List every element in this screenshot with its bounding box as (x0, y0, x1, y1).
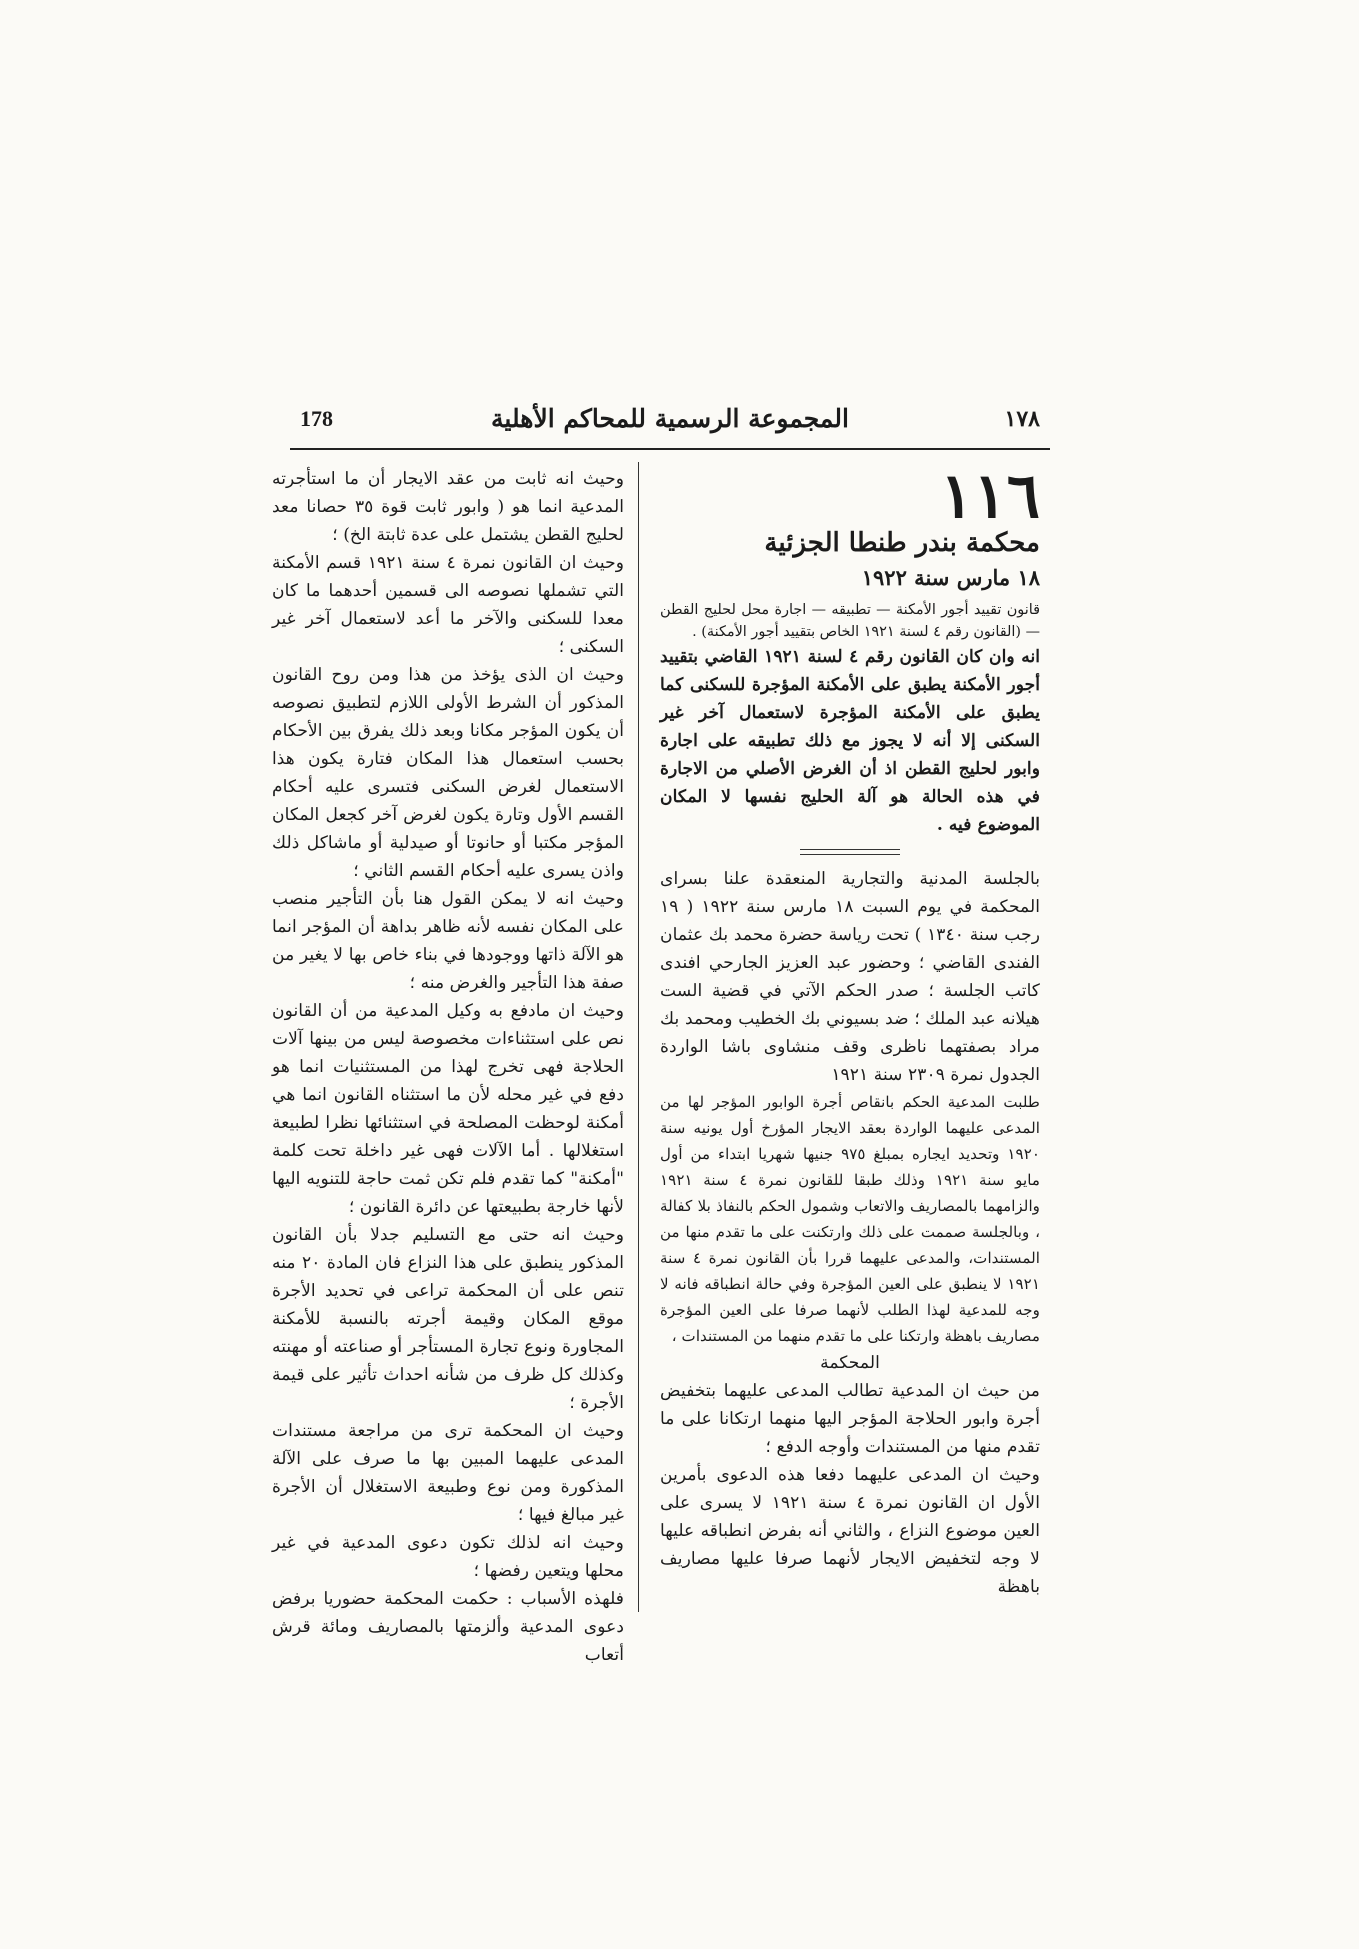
paragraph: من حيث ان المدعية تطالب المدعى عليهما بتخفيض أجرة وابور الحلاجة المؤجر اليها منهما ارتكانا على ما تقدم منها من المستندات وأوجه الدفع ؛ (660, 1381, 1040, 1457)
page-number-arabic: ١٧٨ (1004, 406, 1040, 432)
case-keywords: قانون تقييد أجور الأمكنة — تطبيقه — اجارة محل لحليج القطن — (القانون رقم ٤ لسنة ١٩٢١ الخاص بتقييد أجور الأمكنة) . (660, 602, 1040, 640)
paragraph: فلهذه الأسباب : حكمت المحكمة حضوريا برفض دعوى المدعية وألزمتها بالمصاريف ومائة قرش أتعاب (272, 1589, 624, 1665)
case-headnote: انه وان كان القانون رقم ٤ لسنة ١٩٢١ القاضي بتقييد أجور الأمكنة يطبق على الأمكنة المؤجرة للسكنى كما يطبق على الأمكنة المؤجرة لاستعمال آخر غير السكنى إلا أنه لا يجوز مع ذلك تطبيقه على اجارة وابور لحليج القطن اذ أن الغرض الأصلي من الاجارة في هذه الحالة هو آلة الحليج نفسها لا المكان الموضوع فيه . (660, 647, 1040, 835)
case-date: ١٨ مارس سنة ١٩٢٢ (861, 565, 1040, 590)
case-number: ١١٦ (940, 459, 1040, 532)
journal-title: المجموعة الرسمية للمحاكم الأهلية (491, 404, 849, 433)
paragraph: وحيث ان القانون نمرة ٤ سنة ١٩٢١ قسم الأمكنة التي تشملها نصوصه الى قسمين أحدهما ما كان معدا للسكنى والآخر ما أعد لاستعمال آخر غير السكنى ؛ (272, 553, 624, 657)
paragraph: وحيث ان المدعى عليهما دفعا هذه الدعوى بأمرين الأول ان القانون نمرة ٤ سنة ١٩٢١ لا يسرى على العين موضوع النزاع ، والثاني أنه بفرض انطباقه عليها لا وجه لتخفيض الايجار لأنهما صرفا عليها مصاريف باهظة (660, 1465, 1040, 1597)
paragraph: وحيث انه حتى مع التسليم جدلا بأن القانون المذكور ينطبق على هذا النزاع فان المادة ٢٠ منه تنص على أن المحكمة تراعى في تحديد الأجرة موقع المكان وقيمة أجرته بالنسبة للأمكنة المجاورة ونوع تجارة المستأجر أو صناعته أو مهنته وكذلك كل ظرف من شأنه احداث تأثير على قيمة الأجرة ؛ (272, 1225, 624, 1413)
page-header (290, 402, 1050, 442)
column-divider (638, 462, 639, 1612)
paragraph: وحيث انه لذلك تكون دعوى المدعية في غير محلها ويتعين رفضها ؛ (272, 1533, 624, 1581)
paragraph: بالجلسة المدنية والتجارية المنعقدة علنا بسراى المحكمة في يوم السبت ١٨ مارس سنة ١٩٢٢ ( ١٩ رجب سنة ١٣٤٠ ) تحت رياسة حضرة محمد بك عثمان الفندى القاضي ؛ وحضور عبد العزيز الجارحي افندى كاتب الجلسة ؛ صدر الحكم الآتي في قضية الست هيلانه عبد الملك ؛ ضد بسيوني بك الخطيب ومحمد بك مراد بصفتهما ناظرى وقف منشاوى باشا الواردة الجدول نمرة ٢٣٠٩ سنة ١٩٢١ (660, 869, 1040, 1085)
header-rule (290, 448, 1050, 450)
paragraph: وحيث ان المحكمة ترى من مراجعة مستندات المدعى عليهما المبين بها ما صرف على الآلة المذكورة ومن نوع وطبيعة الاستغلال أن الأجرة غير مبالغ فيها ؛ (272, 1421, 624, 1525)
paragraph: وحيث انه لا يمكن القول هنا بأن التأجير منصب على المكان نفسه لأنه ظاهر بداهة أن المؤجر انما هو الآلة ذاتها ووجودها في بناء خاص بها لا يغير من صفة هذا التأجير والغرض منه ؛ (272, 889, 624, 993)
page-number-latin: 178 (300, 406, 333, 431)
paragraph: وحيث ان الذى يؤخذ من هذا ومن روح القانون المذكور أن الشرط الأولى اللازم لتطبيق نصوصه أن يكون المؤجر مكانا وبعد ذلك يفرق بين الأحكام بحسب استعمال هذا المكان فتارة يكون هذا الاستعمال لغرض السكنى فتسرى عليه أحكام القسم الأول وتارة يكون لغرض آخر كجعل المكان المؤجر مكتبا أو حانوتا أو صيدلية أو ماشاكل ذلك واذن يسرى عليه أحكام القسم الثاني ؛ (272, 665, 624, 881)
paragraph: وحيث ان مادفع به وكيل المدعية من أن القانون نص على استثناءات مخصوصة ليس من بينها آلات الحلاجة فهى تخرج لهذا من المستثنيات انما هو دفع في غير محله لأن ما استثناه القانون انما هي أمكنة لوحظت المصلحة في استثنائها نظرا لطبيعة استغلالها . أما الآلات فهى غير داخلة تحت كلمة "أمكنة" كما تقدم فلم تكن ثمت حاجة للتنويه اليها لأنها خارجة بطبيعتها عن دائرة القانون ؛ (272, 1001, 624, 1217)
paragraph: وحيث انه ثابت من عقد الايجار أن ما استأجرته المدعية انما هو ( وابور ثابت قوة ٣٥ حصانا معد لحليج القطن يشتمل على عدة ثابتة الخ) ؛ (272, 469, 624, 545)
separator-rule (800, 849, 900, 855)
left-column (272, 465, 624, 1669)
paragraph: طلبت المدعية الحكم بانقاص أجرة الوابور المؤجر لها من المدعى عليهما الواردة بعقد الايجار المؤرخ أول يونيه سنة ١٩٢٠ وتحديد ايجاره بمبلغ ٩٧٥ جنيها شهريا ابتداء من أول مايو سنة ١٩٢١ وذلك طبقا للقانون نمرة ٤ سنة ١٩٢١ والزامهما بالمصاريف والاتعاب وشمول الحكم بالنفاذ بلا كفالة ، وبالجلسة صممت على ذلك وارتكنت على ما تقدم منها من المستندات، والمدعى عليهما قررا بأن القانون نمرة ٤ سنة ١٩٢١ لا ينطبق على العين المؤجرة وفي حالة انطباقه فانه لا وجه للمدعية لهذا الطلب لأنهما صرفا على العين المؤجرة مصاريف باهظة وارتكنا على ما تقدم منهما من المستندات ، (660, 1093, 1041, 1345)
court-name: محكمة بندر طنطا الجزئية (764, 528, 1040, 558)
section-heading: المحكمة (820, 1353, 880, 1373)
right-column (660, 459, 1041, 1601)
